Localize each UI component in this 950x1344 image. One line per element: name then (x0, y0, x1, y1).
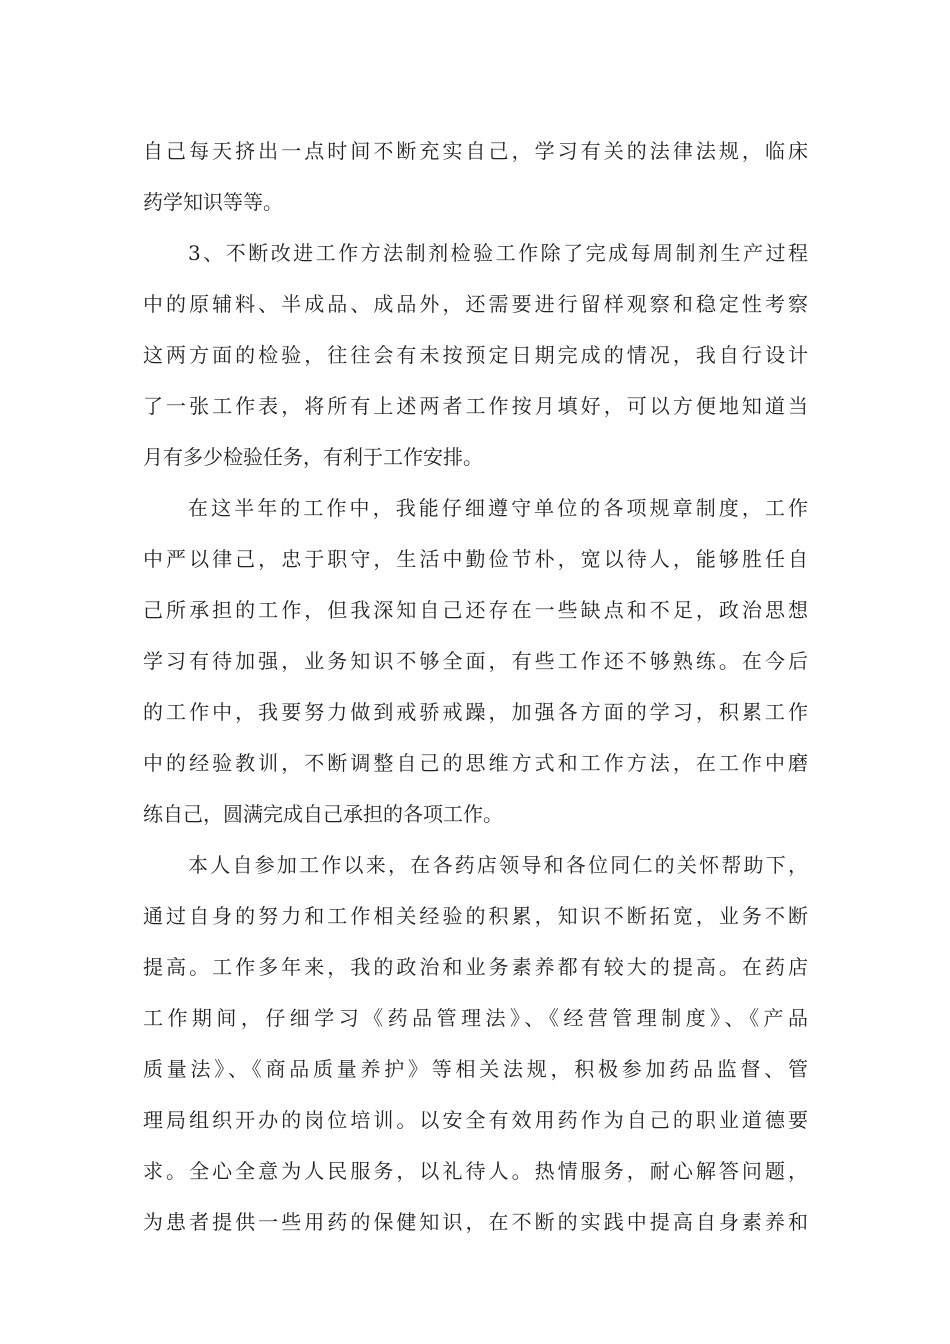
document-body (143, 126, 808, 1248)
text-line-11: 学习有待加强，业务知识不够全面，有些工作还不够熟练。在今后 (143, 649, 808, 673)
text-line-19: 质量法》、《商品质量养护》等相关法规，积极参加药品监督、管 (143, 1057, 808, 1081)
text-line-18: 工作期间，仔细学习《药品管理法》、《经营管理制度》、《产品 (143, 1006, 808, 1030)
text-line-17: 提高。工作多年来，我的政治和业务素养都有较大的提高。在药店 (143, 955, 808, 979)
text-line-1: 自己每天挤出一点时间不断充实自己，学习有关的法律法规，临床 (143, 139, 808, 163)
text-line-20: 理局组织开办的岗位培训。以安全有效用药作为自己的职业道德要 (143, 1108, 808, 1132)
text-line-21: 求。全心全意为人民服务，以礼待人。热情服务，耐心解答问题， (143, 1159, 808, 1183)
text-line-5: 这两方面的检验，往往会有未按预定日期完成的情况，我自行设计 (143, 343, 808, 367)
text-line-14: 练自己，圆满完成自己承担的各项工作。 (143, 802, 503, 826)
text-line-7: 月有多少检验任务，有利于工作安排。 (143, 445, 483, 469)
text-line-2: 药学知识等等。 (143, 190, 283, 214)
text-line-4: 中的原辅料、半成品、成品外，还需要进行留样观察和稳定性考察 (143, 292, 808, 316)
text-line-16: 通过自身的努力和工作相关经验的积累，知识不断拓宽，业务不断 (143, 904, 808, 928)
text-line-12: 的工作中，我要努力做到戒骄戒躁，加强各方面的学习，积累工作 (143, 700, 808, 724)
text-line-3: 3、不断改进工作方法制剂检验工作除了完成每周制剂生产过程 (188, 241, 808, 265)
text-line-9: 中严以律己，忠于职守，生活中勤俭节朴，宽以待人，能够胜任自 (143, 547, 808, 571)
text-line-10: 己所承担的工作，但我深知自己还存在一些缺点和不足，政治思想 (143, 598, 808, 622)
text-line-8: 在这半年的工作中，我能仔细遵守单位的各项规章制度，工作 (188, 496, 808, 520)
text-line-6: 了一张工作表，将所有上述两者工作按月填好，可以方便地知道当 (143, 394, 808, 418)
text-line-13: 中的经验教训，不断调整自己的思维方式和工作方法，在工作中磨 (143, 751, 808, 775)
text-line-15: 本人自参加工作以来，在各药店领导和各位同仁的关怀帮助下， (188, 853, 808, 877)
text-line-22: 为患者提供一些用药的保健知识，在不断的实践中提高自身素养和 (143, 1210, 808, 1234)
